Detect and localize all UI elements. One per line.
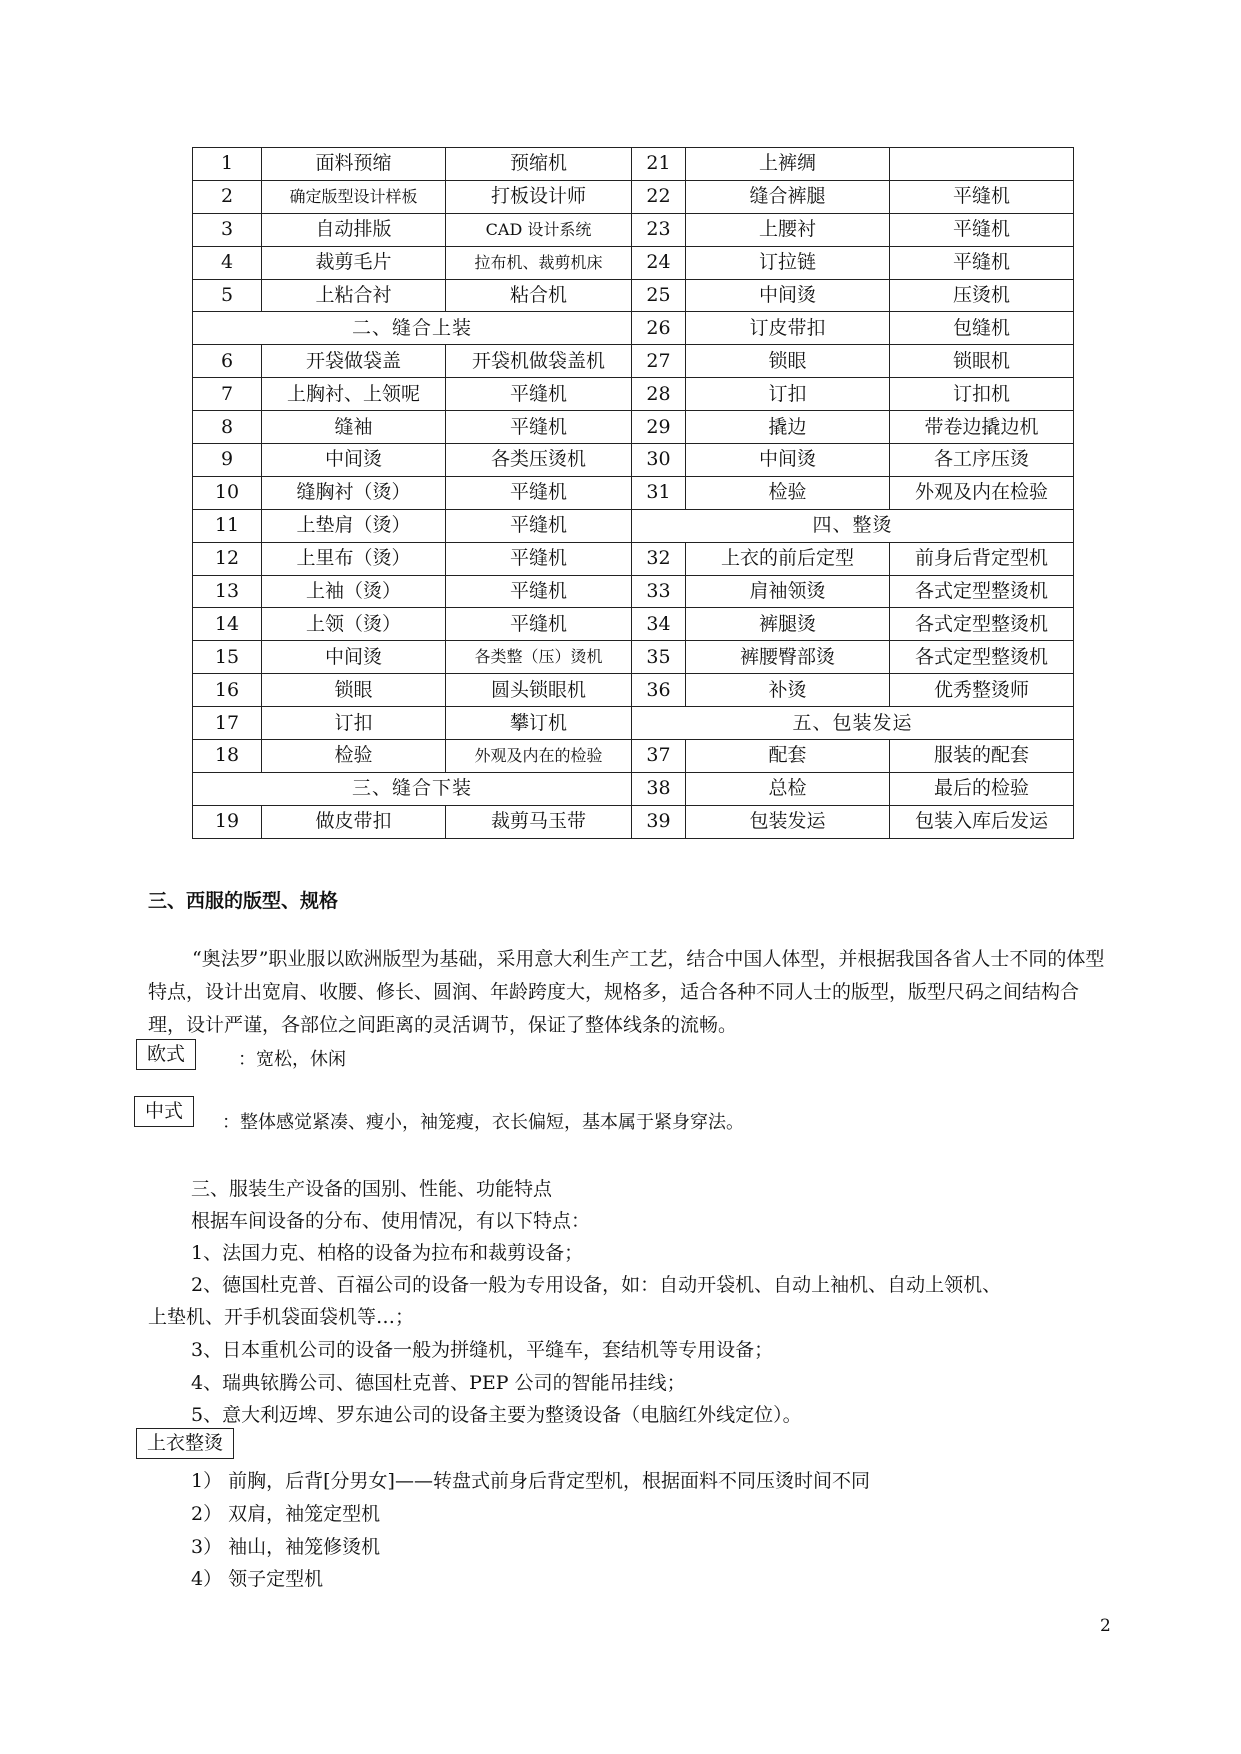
table-cell: 26 (632, 312, 686, 345)
table-cell: 31 (632, 476, 686, 509)
table-cell: 28 (632, 378, 686, 411)
table-cell: 22 (632, 180, 686, 213)
table-cell: 各式定型整烫机 (890, 575, 1074, 608)
table-row (193, 509, 1074, 542)
intro-paragraph: “奥法罗”职业服以欧洲版型为基础，采用意大利生产工艺，结合中国人体型，并根据我国各省人士不同的体型特点，设计出宽肩、收腰、修长、圆润、年龄跨度大，规格多，适合各种不同人士的版型，版型尺码之间结构合理，设计严谨，各部位之间距离的灵活调节，保证了整体线条的流畅。 (148, 948, 1105, 1036)
table-cell: 总检 (686, 772, 890, 805)
table-cell: 检验 (686, 476, 890, 509)
table-cell: 各式定型整烫机 (890, 641, 1074, 674)
table-cell: 各类压烫机 (446, 444, 632, 477)
table-cell: 3 (193, 213, 262, 246)
table-cell: 订皮带扣 (686, 312, 890, 345)
table-row (193, 148, 1074, 181)
table-cell: 拉布机、裁剪机床 (446, 246, 632, 279)
table-cell: 确定版型设计样板 (262, 180, 446, 213)
table-cell: 平缝机 (446, 509, 632, 542)
table-row (193, 378, 1074, 411)
equipment-item: 上垫机、开手机袋面袋机等…； (148, 1306, 415, 1328)
table-cell: 裁剪毛片 (262, 246, 446, 279)
style-label-european: 欧式 (136, 1039, 196, 1070)
table-cell: 锁眼 (262, 674, 446, 707)
table-row (193, 707, 1074, 740)
table-row (193, 641, 1074, 674)
section-header-cell: 二、缝合上装 (193, 312, 632, 345)
table-cell: 上胸衬、上领呢 (262, 378, 446, 411)
table-cell: 平缝机 (890, 213, 1074, 246)
ironing-step: 3） 袖山，袖笼修烫机 (191, 1536, 381, 1558)
table-cell: 圆头锁眼机 (446, 674, 632, 707)
table-cell: 裤腿烫 (686, 608, 890, 641)
table-cell: 35 (632, 641, 686, 674)
table-cell: 33 (632, 575, 686, 608)
table-cell: 30 (632, 444, 686, 477)
table-cell: 压烫机 (890, 279, 1074, 312)
section-header-cell: 五、包装发运 (632, 707, 1074, 740)
table-cell: 上粘合衬 (262, 279, 446, 312)
table-row (193, 213, 1074, 246)
table-cell: 优秀整烫师 (890, 674, 1074, 707)
section-header-cell: 三、缝合下装 (193, 772, 632, 805)
ironing-step: 2） 双肩，袖笼定型机 (191, 1503, 381, 1525)
table-cell: 订扣 (262, 707, 446, 740)
table-cell: 16 (193, 674, 262, 707)
table-cell: 23 (632, 213, 686, 246)
table-cell: 带卷边撬边机 (890, 411, 1074, 444)
table-cell: 上衣的前后定型 (686, 542, 890, 575)
process-table-body (193, 148, 1074, 839)
table-cell: 18 (193, 740, 262, 773)
table-cell: 7 (193, 378, 262, 411)
table-cell: 锁眼机 (890, 345, 1074, 378)
table-cell: 32 (632, 542, 686, 575)
section-heading: 三、西服的版型、规格 (148, 890, 339, 912)
table-cell: 平缝机 (890, 246, 1074, 279)
table-cell: 平缝机 (446, 608, 632, 641)
table-cell: 10 (193, 476, 262, 509)
table-cell: 中间烫 (262, 444, 446, 477)
table-cell: 上领（烫） (262, 608, 446, 641)
style-desc-chinese: ：整体感觉紧凑、瘦小，袖笼瘦，衣长偏短，基本属于紧身穿法。 (222, 1112, 744, 1133)
table-cell: 36 (632, 674, 686, 707)
table-cell: 5 (193, 279, 262, 312)
table-cell: 6 (193, 345, 262, 378)
table-cell: 开袋做袋盖 (262, 345, 446, 378)
table-cell: 做皮带扣 (262, 805, 446, 838)
ironing-step: 1） 前胸，后背[分男女]——转盘式前身后背定型机，根据面料不同压烫时间不同 (191, 1470, 870, 1492)
table-cell: 检验 (262, 740, 446, 773)
equipment-item: 1、法国力克、柏格的设备为拉布和裁剪设备； (191, 1242, 584, 1264)
table-cell: 1 (193, 148, 262, 181)
table-cell: 平缝机 (446, 542, 632, 575)
table-cell: 包装入库后发运 (890, 805, 1074, 838)
table-cell: 缝胸衬（烫） (262, 476, 446, 509)
table-cell: 订拉链 (686, 246, 890, 279)
table-cell: 各工序压烫 (890, 444, 1074, 477)
table-cell: 平缝机 (890, 180, 1074, 213)
table-cell: 外观及内在的检验 (446, 740, 632, 773)
table-row (193, 411, 1074, 444)
jacket-ironing-label: 上衣整烫 (136, 1428, 234, 1459)
table-cell: 2 (193, 180, 262, 213)
table-cell: 上腰衬 (686, 213, 890, 246)
equipment-heading: 三、服装生产设备的国别、性能、功能特点 (191, 1178, 553, 1200)
table-row (193, 345, 1074, 378)
table-row (193, 444, 1074, 477)
table-cell: 14 (193, 608, 262, 641)
table-cell (890, 148, 1074, 181)
page-number: 2 (1100, 1616, 1111, 1636)
table-cell: 补烫 (686, 674, 890, 707)
table-cell: 裁剪马玉带 (446, 805, 632, 838)
table-cell: 平缝机 (446, 411, 632, 444)
table-cell: 缝袖 (262, 411, 446, 444)
table-cell: 中间烫 (686, 444, 890, 477)
table-cell: 24 (632, 246, 686, 279)
equipment-item: 5、意大利迈埤、罗东迪公司的设备主要为整烫设备（电脑红外线定位）。 (191, 1404, 802, 1426)
table-cell: 9 (193, 444, 262, 477)
equipment-intro: 根据车间设备的分布、使用情况，有以下特点： (191, 1210, 591, 1232)
table-row (193, 608, 1074, 641)
table-cell: 攀订机 (446, 707, 632, 740)
table-cell: 各式定型整烫机 (890, 608, 1074, 641)
table-cell: 中间烫 (262, 641, 446, 674)
table-row (193, 279, 1074, 312)
table-cell: 前身后背定型机 (890, 542, 1074, 575)
table-row (193, 180, 1074, 213)
equipment-item: 2、德国杜克普、百福公司的设备一般为专用设备，如：自动开袋机、自动上袖机、自动上领机、 (191, 1274, 1002, 1296)
table-cell: 25 (632, 279, 686, 312)
table-cell: 预缩机 (446, 148, 632, 181)
table-cell: 打板设计师 (446, 180, 632, 213)
table-cell: 外观及内在检验 (890, 476, 1074, 509)
table-row (193, 740, 1074, 773)
table-cell: 订扣机 (890, 378, 1074, 411)
table-cell: 上袖（烫） (262, 575, 446, 608)
table-cell: 平缝机 (446, 575, 632, 608)
table-row (193, 575, 1074, 608)
table-cell: 开袋机做袋盖机 (446, 345, 632, 378)
table-cell: 最后的检验 (890, 772, 1074, 805)
table-cell: 17 (193, 707, 262, 740)
table-cell: 19 (193, 805, 262, 838)
table-row (193, 772, 1074, 805)
table-cell: 中间烫 (686, 279, 890, 312)
table-cell: 27 (632, 345, 686, 378)
style-label-chinese: 中式 (134, 1096, 194, 1127)
table-cell: 上裤绸 (686, 148, 890, 181)
table-cell: 服装的配套 (890, 740, 1074, 773)
table-cell: 肩袖领烫 (686, 575, 890, 608)
ironing-step: 4） 领子定型机 (191, 1568, 324, 1590)
style-desc-european: ：宽松，休闲 (238, 1049, 346, 1070)
table-cell: 15 (193, 641, 262, 674)
table-cell: 裤腰臀部烫 (686, 641, 890, 674)
table-cell: 订扣 (686, 378, 890, 411)
table-cell: 34 (632, 608, 686, 641)
table-cell: 各类整（压）烫机 (446, 641, 632, 674)
table-cell: 13 (193, 575, 262, 608)
table-row (193, 312, 1074, 345)
table-cell: 37 (632, 740, 686, 773)
table-row (193, 476, 1074, 509)
table-cell: 8 (193, 411, 262, 444)
table-row (193, 674, 1074, 707)
section-header-cell: 四、整烫 (632, 509, 1074, 542)
table-cell: 自动排版 (262, 213, 446, 246)
equipment-item: 3、日本重机公司的设备一般为拼缝机，平缝车，套结机等专用设备； (191, 1339, 774, 1361)
table-cell: 包装发运 (686, 805, 890, 838)
table-cell: 粘合机 (446, 279, 632, 312)
table-cell: 38 (632, 772, 686, 805)
table-cell: 4 (193, 246, 262, 279)
table-cell: 面料预缩 (262, 148, 446, 181)
table-row (193, 805, 1074, 838)
table-cell: 缝合裤腿 (686, 180, 890, 213)
table-cell: 12 (193, 542, 262, 575)
table-row (193, 246, 1074, 279)
table-row (193, 542, 1074, 575)
table-cell: 平缝机 (446, 476, 632, 509)
process-table (192, 147, 1074, 839)
table-cell: 平缝机 (446, 378, 632, 411)
table-cell: 29 (632, 411, 686, 444)
table-cell: 上里布（烫） (262, 542, 446, 575)
table-cell: CAD 设计系统 (446, 213, 632, 246)
table-cell: 撬边 (686, 411, 890, 444)
equipment-item: 4、瑞典铱腾公司、德国杜克普、PEP 公司的智能吊挂线； (191, 1372, 686, 1394)
table-cell: 配套 (686, 740, 890, 773)
table-cell: 21 (632, 148, 686, 181)
table-cell: 11 (193, 509, 262, 542)
table-cell: 包缝机 (890, 312, 1074, 345)
table-cell: 39 (632, 805, 686, 838)
table-cell: 锁眼 (686, 345, 890, 378)
table-cell: 上垫肩（烫） (262, 509, 446, 542)
